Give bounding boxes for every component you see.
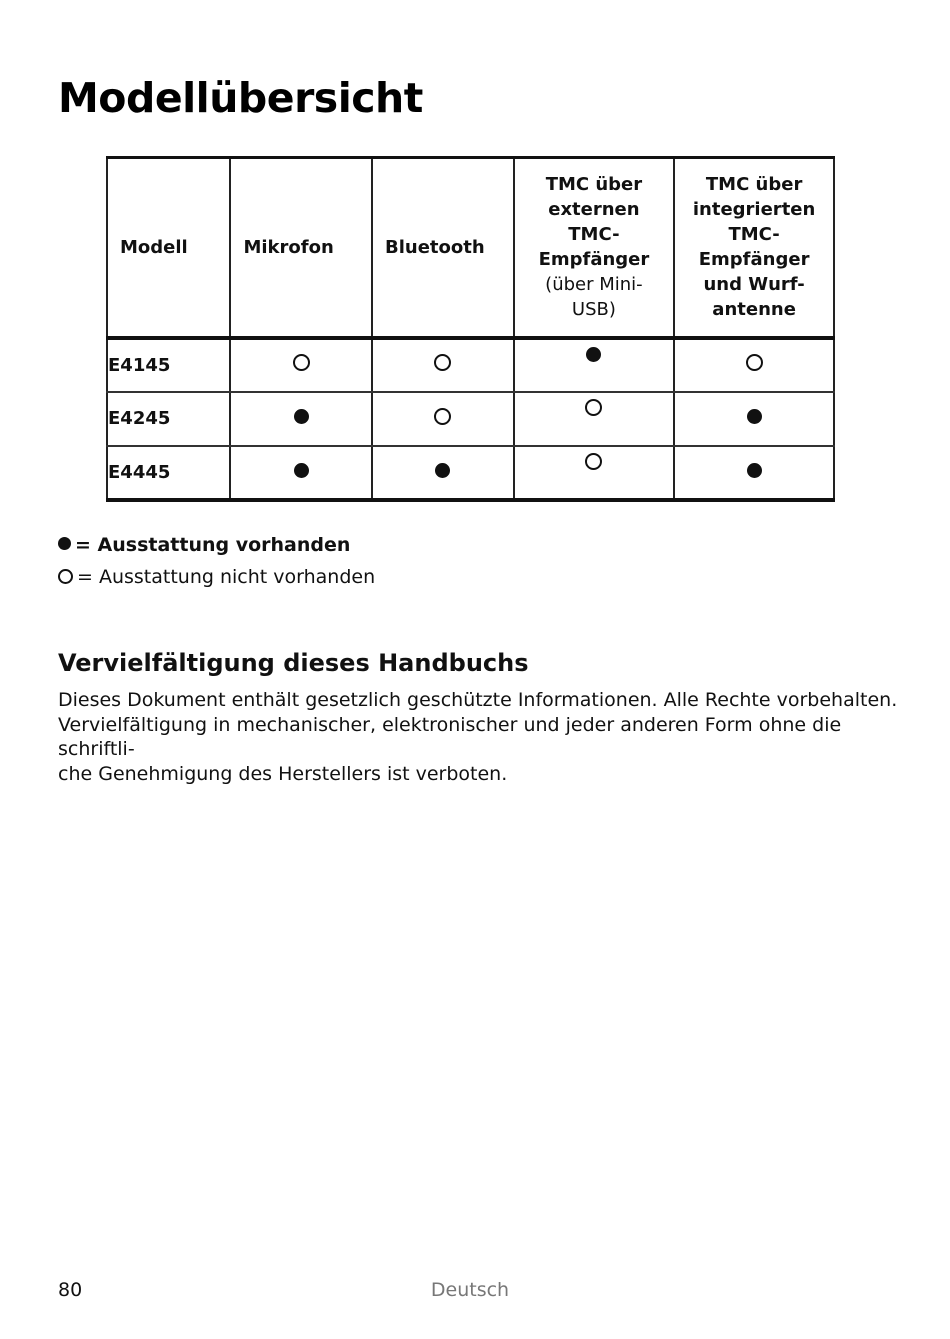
footer-language: Deutsch (430, 1279, 510, 1301)
header-tmc-integ-line: Empfänger (698, 249, 810, 271)
section-heading: Vervielfältigung dieses Handbuchs (58, 649, 529, 677)
header-tmc-extern (514, 158, 675, 338)
tmc-extern-cell (514, 392, 675, 446)
empty-circle-icon (434, 408, 451, 425)
filled-circle-icon (58, 537, 71, 550)
empty-circle-icon (585, 399, 602, 416)
header-tmc-extern-line: TMC über (545, 174, 643, 196)
model-cell: E4245 (107, 392, 230, 446)
filled-circle-icon (747, 409, 762, 424)
table-header-row (107, 158, 834, 338)
filled-circle-icon (435, 463, 450, 478)
header-tmc-extern-line: TMC- (568, 224, 620, 246)
page-number: 80 (58, 1279, 83, 1301)
mikrofon-cell (230, 392, 372, 446)
empty-circle-icon (58, 569, 73, 584)
mikrofon-cell (230, 446, 372, 500)
bluetooth-cell (372, 446, 514, 500)
model-overview-table (106, 156, 835, 502)
table-row (107, 338, 834, 392)
body-line: che Genehmigung des Herstellers ist verboten. (58, 762, 508, 785)
header-tmc-integ-line: und Wurf- (703, 274, 805, 296)
mikrofon-cell (230, 338, 372, 392)
header-bluetooth: Bluetooth (372, 158, 514, 338)
legend-present (58, 534, 350, 556)
filled-circle-icon (294, 409, 309, 424)
legend-present-text: = Ausstattung vorhanden (75, 534, 351, 556)
filled-circle-icon (747, 463, 762, 478)
tmc-extern-cell (514, 338, 675, 392)
filled-circle-icon (586, 347, 601, 362)
legend-absent (58, 566, 375, 588)
header-tmc-extern-sub: (über Mini- (545, 274, 643, 296)
empty-circle-icon (746, 354, 763, 371)
section-body (58, 688, 898, 786)
empty-circle-icon (585, 453, 602, 470)
empty-circle-icon (434, 354, 451, 371)
model-cell: E4145 (107, 338, 230, 392)
tmc-integ-cell (674, 446, 834, 500)
header-modell: Modell (107, 158, 230, 338)
header-tmc-integ-line: TMC über (705, 174, 803, 196)
filled-circle-icon (294, 463, 309, 478)
body-line: Vervielfältigung in mechanischer, elektronischer und jeder anderen Form ohne die schriftli- (58, 713, 842, 760)
header-tmc-integ-line: integrierten (692, 199, 816, 221)
table-row (107, 446, 834, 500)
page-title: Modellübersicht (58, 74, 423, 122)
header-tmc-extern-line: Empfänger (538, 249, 650, 271)
table-row (107, 392, 834, 446)
bluetooth-cell (372, 392, 514, 446)
empty-circle-icon (293, 354, 310, 371)
tmc-integ-cell (674, 338, 834, 392)
header-tmc-extern-sub: USB) (571, 299, 616, 321)
legend-absent-text: = Ausstattung nicht vorhanden (77, 566, 376, 588)
bluetooth-cell (372, 338, 514, 392)
header-tmc-integ-line: antenne (712, 299, 796, 321)
header-tmc-integ-line: TMC- (728, 224, 780, 246)
header-tmc-extern-line: externen (548, 199, 640, 221)
header-tmc-integriert (674, 158, 834, 338)
model-cell: E4445 (107, 446, 230, 500)
body-line: Dieses Dokument enthält gesetzlich geschützte Informationen. Alle Rechte vorbehalten. (58, 689, 898, 711)
tmc-extern-cell (514, 446, 675, 500)
header-mikrofon: Mikrofon (230, 158, 372, 338)
tmc-integ-cell (674, 392, 834, 446)
